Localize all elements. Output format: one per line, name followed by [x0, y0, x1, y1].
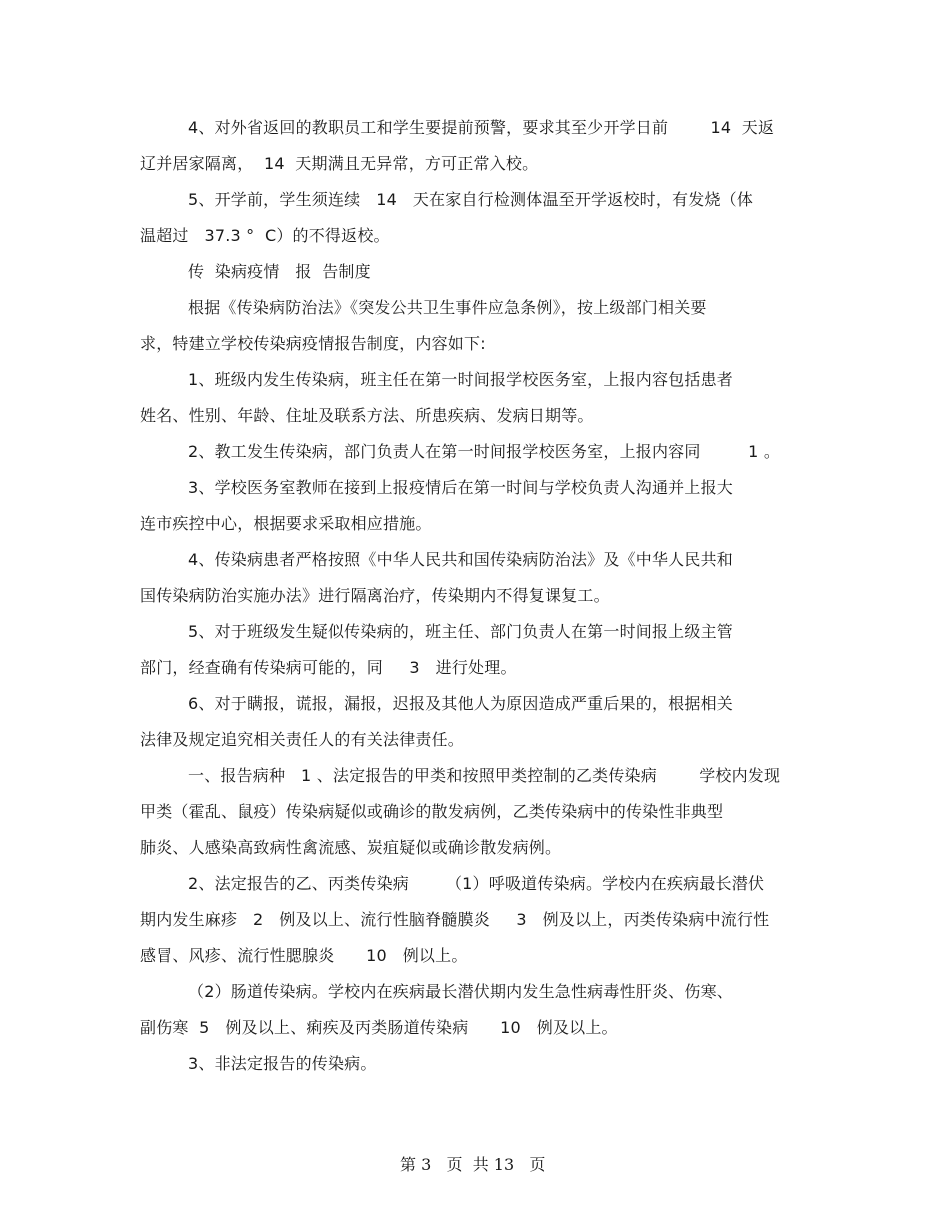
text-line-11: 3、学校医务室教师在接到上报疫情后在第一时间与学校负责人沟通并上报大 — [188, 478, 733, 497]
text-line-22: 2、法定报告的乙、丙类传染病 （1）呼吸道传染病。学校内在疾病最长潜伏 — [188, 874, 765, 893]
text-line-3: 5、开学前，学生须连续 14 天在家自行检测体温至开学返校时，有发烧（体 — [188, 190, 754, 209]
text-line-23: 期内发生麻疹 2 例及以上、流行性脑脊髓膜炎 3 例及以上，丙类传染病中流行性 — [140, 910, 770, 929]
text-line-17: 6、对于瞒报，谎报，漏报，迟报及其他人为原因造成严重后果的，根据相关 — [188, 694, 733, 713]
text-line-18: 法律及规定追究相关责任人的有关法律责任。 — [140, 730, 465, 749]
text-line-13: 4、传染病患者严格按照《中华人民共和国传染病防治法》及《中华人民共和 — [188, 550, 733, 569]
text-line-12: 连市疾控中心，根据要求采取相应措施。 — [140, 514, 432, 533]
page-number-footer: 第 3 页 共 13 页 — [400, 1155, 546, 1174]
text-line-24: 感冒、风疹、流行性腮腺炎 10 例以上。 — [140, 946, 468, 965]
text-line-4: 温超过 37.3 ° C）的不得返校。 — [140, 226, 390, 245]
text-line-21: 肺炎、人感染高致病性禽流感、炭疽疑似或确诊散发病例。 — [140, 838, 562, 857]
text-line-26: 副伤寒 5 例及以上、痢疾及丙类肠道传染病 10 例及以上。 — [140, 1018, 618, 1037]
section-heading: 传 染病疫情 报 告制度 — [188, 262, 371, 281]
text-line-2: 辽并居家隔离， 14 天期满且无异常，方可正常入校。 — [140, 154, 539, 173]
text-line-14: 国传染病防治实施办法》进行隔离治疗，传染期内不得复课复工。 — [140, 586, 610, 605]
text-line-15: 5、对于班级发生疑似传染病的，班主任、部门负责人在第一时间报上级主管 — [188, 622, 733, 641]
text-line-19: 一、报告病种 1 、法定报告的甲类和按照甲类控制的乙类传染病 学校内发现 — [188, 766, 781, 785]
text-line-1: 4、对外省返回的教职员工和学生要提前预警，要求其至少开学日前 14 天返 — [188, 118, 775, 137]
text-line-10: 2、教工发生传染病，部门负责人在第一时间报学校医务室，上报内容同 1 。 — [188, 442, 781, 461]
text-line-9: 姓名、性别、年龄、住址及联系方法、所患疾病、发病日期等。 — [140, 406, 594, 425]
text-line-7: 求，特建立学校传染病疫情报告制度，内容如下: — [140, 334, 486, 353]
text-line-6: 根据《传染病防治法》《突发公共卫生事件应急条例》，按上级部门相关要 — [188, 298, 707, 317]
text-line-20: 甲类（霍乱、鼠疫）传染病疑似或确诊的散发病例，乙类传染病中的传染性非典型 — [140, 802, 724, 821]
text-line-27: 3、非法定报告的传染病。 — [188, 1054, 377, 1073]
text-line-25: （2）肠道传染病。学校内在疾病最长潜伏期内发生急性病毒性肝炎、伤寒、 — [188, 982, 733, 1001]
text-line-16: 部门，经查确有传染病可能的，同 3 进行处理。 — [140, 658, 517, 677]
text-line-8: 1、班级内发生传染病，班主任在第一时间报学校医务室，上报内容包括患者 — [188, 370, 733, 389]
